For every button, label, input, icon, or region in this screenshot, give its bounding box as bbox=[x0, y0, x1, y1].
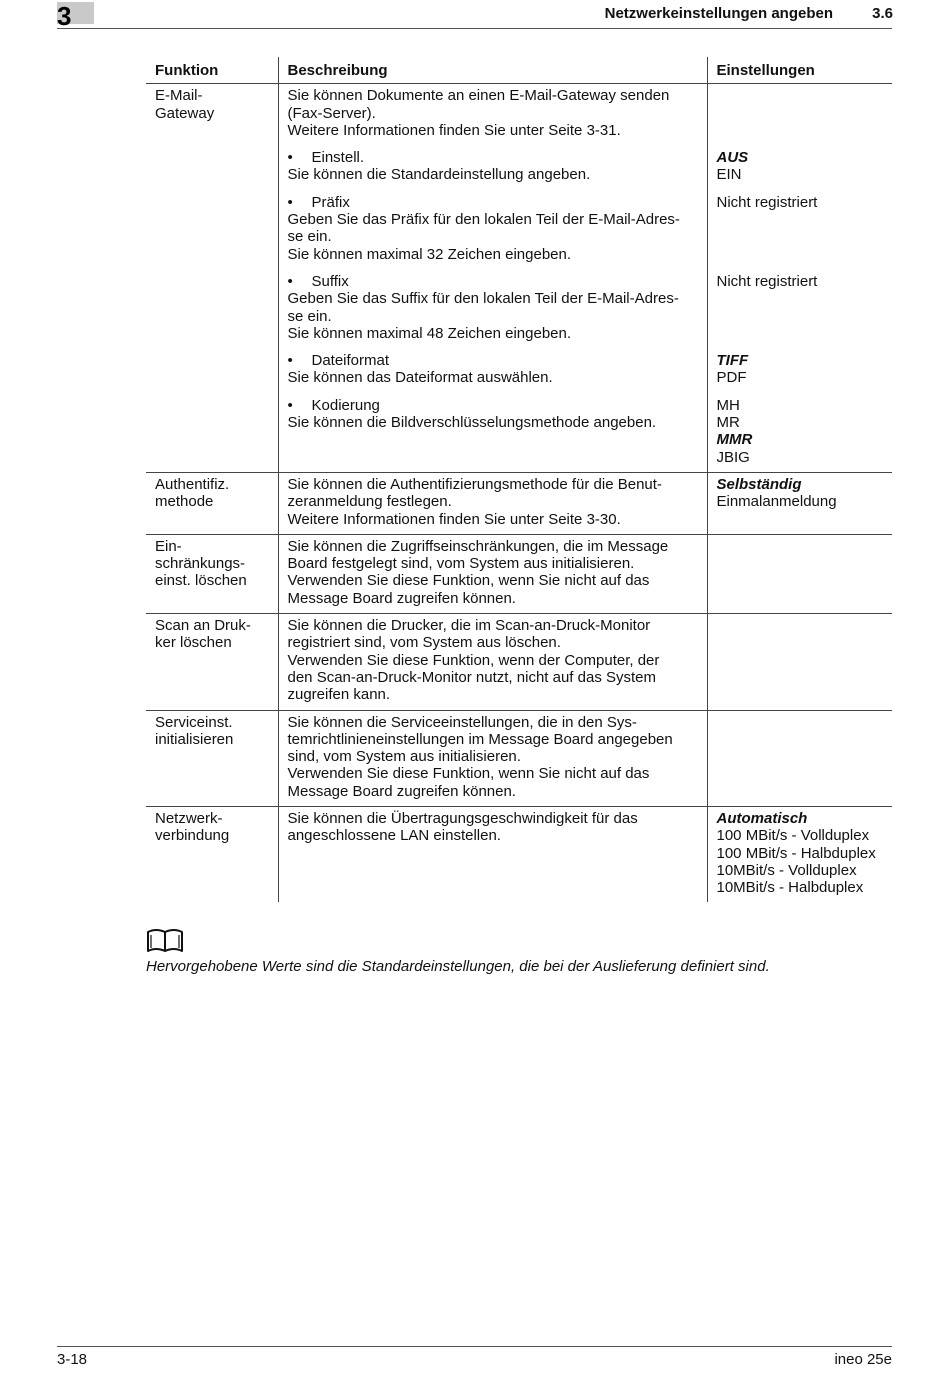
description-cell bbox=[278, 269, 707, 348]
bullet-item bbox=[288, 273, 698, 290]
table-row bbox=[146, 84, 892, 145]
settings-cell bbox=[707, 348, 892, 393]
settings-cell bbox=[707, 614, 892, 710]
description-text: Sie können die Zugriffseinschränkungen, die im Message bbox=[287, 537, 669, 555]
function-name: schränkungs- bbox=[155, 555, 246, 573]
function-cell bbox=[146, 393, 278, 473]
function-name: Netzwerk- bbox=[155, 809, 223, 827]
setting-value: Nicht registriert bbox=[716, 193, 818, 211]
note-text: Hervorgehobene Werte sind die Standardeinstellungen, die bei der Auslieferung definiert sind. bbox=[146, 958, 770, 975]
function-cell bbox=[146, 145, 278, 190]
bullet-icon: • bbox=[287, 149, 293, 167]
function-name: ker löschen bbox=[155, 634, 232, 652]
description-cell bbox=[278, 348, 707, 393]
description-cell bbox=[278, 190, 707, 269]
description-text: zugreifen kann. bbox=[287, 686, 391, 704]
description-text: registriert sind, vom System aus löschen. bbox=[287, 634, 561, 652]
settings-cell bbox=[707, 269, 892, 348]
description-text: den Scan-an-Druck-Monitor nutzt, nicht auf das System bbox=[287, 668, 656, 686]
settings-table bbox=[146, 57, 892, 902]
description-text: Weitere Informationen finden Sie unter Seite 3-31. bbox=[287, 121, 621, 139]
default-value: AUS bbox=[716, 149, 749, 167]
setting-value: Einmalanmeldung bbox=[716, 493, 837, 511]
bullet-label: Präfix bbox=[311, 193, 350, 211]
description-text: Geben Sie das Suffix für den lokalen Teil der E-Mail-Adres- bbox=[287, 290, 679, 308]
product-name: ineo 25e bbox=[834, 1351, 892, 1368]
description-text: zeranmeldung festlegen. bbox=[287, 493, 452, 511]
column-header-settings: Einstellungen bbox=[707, 57, 892, 84]
bullet-label: Suffix bbox=[311, 272, 349, 290]
description-cell bbox=[278, 472, 707, 534]
description-text: Sie können die Drucker, die im Scan-an-Druck-Monitor bbox=[287, 617, 651, 635]
table-row bbox=[146, 710, 892, 806]
settings-cell bbox=[707, 710, 892, 806]
default-value: Selbständig bbox=[716, 475, 802, 493]
settings-cell bbox=[707, 393, 892, 473]
footer-divider bbox=[57, 1346, 892, 1347]
function-cell bbox=[146, 84, 278, 145]
function-cell bbox=[146, 348, 278, 393]
bullet-icon: • bbox=[287, 272, 293, 290]
setting-value: JBIG bbox=[716, 448, 750, 466]
book-icon bbox=[146, 928, 184, 954]
table-row bbox=[146, 348, 892, 393]
description-text: Message Board zugreifen können. bbox=[287, 782, 516, 800]
description-text: Weitere Informationen finden Sie unter Seite 3-30. bbox=[287, 510, 621, 528]
default-value: TIFF bbox=[716, 352, 749, 370]
description-text: angeschlossene LAN einstellen. bbox=[287, 827, 501, 845]
function-name: Scan an Druk- bbox=[155, 617, 251, 635]
description-text: se ein. bbox=[287, 307, 332, 325]
table-row bbox=[146, 534, 892, 613]
description-text: Sie können die Authentifizierungsmethode für die Benut- bbox=[287, 475, 662, 493]
function-name: einst. löschen bbox=[155, 572, 247, 590]
setting-value: EIN bbox=[716, 166, 742, 184]
function-name: Gateway bbox=[155, 104, 215, 122]
bullet-icon: • bbox=[287, 193, 293, 211]
column-header-description: Beschreibung bbox=[278, 57, 707, 84]
settings-cell bbox=[707, 145, 892, 190]
description-text: (Fax-Server). bbox=[287, 104, 376, 122]
settings-cell bbox=[707, 472, 892, 534]
bullet-label: Einstell. bbox=[311, 149, 365, 167]
table-row bbox=[146, 393, 892, 473]
description-text: Message Board zugreifen können. bbox=[287, 589, 516, 607]
description-text: Board festgelegt sind, vom System aus initialisieren. bbox=[287, 555, 635, 573]
default-value: Automatisch bbox=[716, 809, 808, 827]
description-text: Geben Sie das Präfix für den lokalen Teil der E-Mail-Adres- bbox=[287, 211, 680, 229]
setting-value: MR bbox=[716, 414, 740, 432]
setting-value: PDF bbox=[716, 369, 747, 387]
function-name: Authentifiz. bbox=[155, 475, 230, 493]
page-header-title: Netzwerkeinstellungen angeben bbox=[604, 5, 833, 22]
function-cell bbox=[146, 534, 278, 613]
function-cell bbox=[146, 614, 278, 710]
description-text: Sie können die Übertragungsgeschwindigkeit für das bbox=[287, 809, 638, 827]
bullet-item bbox=[288, 397, 698, 414]
description-text: Sie können maximal 32 Zeichen eingeben. bbox=[287, 245, 572, 263]
description-text: Verwenden Sie diese Funktion, wenn der Computer, der bbox=[287, 651, 660, 669]
page-number: 3-18 bbox=[57, 1351, 88, 1368]
function-cell bbox=[146, 472, 278, 534]
settings-cell bbox=[707, 534, 892, 613]
function-name: Serviceinst. bbox=[155, 713, 233, 731]
setting-value: 100 MBit/s - Halbduplex bbox=[716, 844, 876, 862]
description-cell bbox=[278, 393, 707, 473]
description-cell bbox=[278, 614, 707, 710]
function-cell bbox=[146, 710, 278, 806]
function-cell bbox=[146, 190, 278, 269]
chapter-number: 3 bbox=[57, 1, 72, 31]
function-name: methode bbox=[155, 493, 214, 511]
bullet-icon: • bbox=[287, 396, 293, 414]
function-cell bbox=[146, 269, 278, 348]
table-header-row bbox=[146, 57, 892, 84]
function-name: Ein- bbox=[155, 537, 182, 555]
description-text: Verwenden Sie diese Funktion, wenn Sie nicht auf das bbox=[287, 765, 650, 783]
table-row bbox=[146, 269, 892, 348]
description-text: Sie können die Standardeinstellung angeben. bbox=[287, 166, 591, 184]
bullet-item bbox=[288, 194, 698, 211]
table-row bbox=[146, 145, 892, 190]
description-text: se ein. bbox=[287, 228, 332, 246]
setting-value: 100 MBit/s - Vollduplex bbox=[716, 827, 870, 845]
page-header-section: 3.6 bbox=[872, 5, 893, 22]
default-value: MMR bbox=[716, 431, 753, 449]
setting-value: MH bbox=[716, 396, 740, 414]
column-header-function: Funktion bbox=[146, 57, 278, 84]
description-cell bbox=[278, 710, 707, 806]
settings-cell bbox=[707, 190, 892, 269]
description-text: Sie können maximal 48 Zeichen eingeben. bbox=[287, 324, 572, 342]
description-text: Sie können die Serviceeinstellungen, die in den Sys- bbox=[287, 713, 637, 731]
table-row bbox=[146, 472, 892, 534]
table-row bbox=[146, 614, 892, 710]
bullet-item bbox=[288, 352, 698, 369]
header-divider bbox=[57, 28, 892, 29]
function-name: initialisieren bbox=[155, 730, 234, 748]
description-cell bbox=[278, 806, 707, 902]
function-cell bbox=[146, 806, 278, 902]
setting-value: Nicht registriert bbox=[716, 272, 818, 290]
description-text: Sie können das Dateiformat auswählen. bbox=[287, 369, 553, 387]
function-name: E-Mail- bbox=[155, 87, 203, 105]
description-text: Sie können die Bildverschlüsselungsmethode angeben. bbox=[287, 414, 657, 432]
setting-value: 10MBit/s - Halbduplex bbox=[716, 879, 864, 897]
settings-cell bbox=[707, 806, 892, 902]
bullet-icon: • bbox=[287, 352, 293, 370]
bullet-item bbox=[288, 149, 698, 166]
description-text: temrichtlinieneinstellungen im Message Board angegeben bbox=[287, 730, 673, 748]
description-cell bbox=[278, 145, 707, 190]
setting-value: 10MBit/s - Vollduplex bbox=[716, 861, 857, 879]
settings-cell bbox=[707, 84, 892, 145]
function-name: verbindung bbox=[155, 827, 230, 845]
bullet-label: Dateiformat bbox=[311, 352, 390, 370]
description-cell bbox=[278, 534, 707, 613]
bullet-label: Kodierung bbox=[311, 396, 380, 414]
table-row bbox=[146, 806, 892, 902]
table-row bbox=[146, 190, 892, 269]
description-text: Verwenden Sie diese Funktion, wenn Sie nicht auf das bbox=[287, 572, 650, 590]
description-text: Sie können Dokumente an einen E-Mail-Gateway senden bbox=[287, 87, 670, 105]
description-text: sind, vom System aus initialisieren. bbox=[287, 748, 521, 766]
description-cell bbox=[278, 84, 707, 145]
